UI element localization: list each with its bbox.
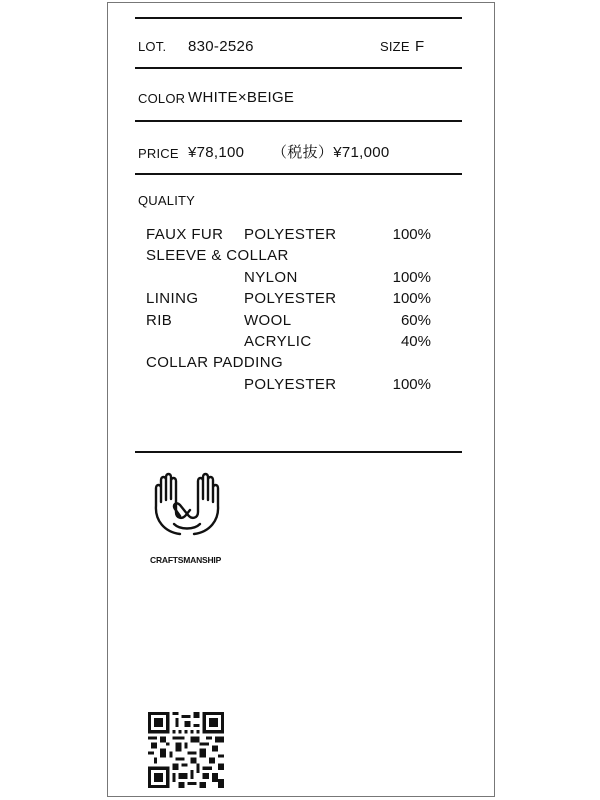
divider-lot [135, 67, 462, 69]
divider-price [135, 173, 462, 175]
quality-percent: 100% [392, 226, 431, 243]
quality-material: ACRYLIC [244, 333, 312, 350]
qr-code-icon [148, 712, 224, 788]
quality-part: SLEEVE & COLLAR [146, 247, 289, 264]
quality-material: NYLON [244, 269, 298, 286]
quality-material: POLYESTER [244, 290, 337, 307]
quality-material: POLYESTER [244, 376, 337, 393]
quality-label: QUALITY [138, 193, 196, 208]
quality-percent: 40% [400, 333, 431, 350]
quality-part: FAUX FUR [146, 226, 224, 243]
divider-quality [135, 451, 462, 453]
quality-part: RIB [146, 312, 173, 329]
quality-percent: 100% [392, 269, 431, 286]
lot-label: LOT. [138, 39, 167, 54]
hands-icon [150, 472, 224, 544]
quality-material: WOOL [244, 312, 292, 329]
color-label: COLOR [138, 91, 186, 106]
price-tax-excluded: （税抜）¥71,000 [272, 144, 390, 161]
divider-color [135, 120, 462, 122]
quality-percent: 100% [392, 376, 431, 393]
craftsmanship-caption: CRAFTSMANSHIP [150, 555, 222, 565]
size-label: SIZE [380, 39, 410, 54]
color-value: WHITE×BEIGE [188, 89, 295, 106]
divider-top [135, 17, 462, 19]
quality-material: POLYESTER [244, 226, 337, 243]
lot-value: 830-2526 [188, 38, 254, 55]
quality-part: COLLAR PADDING [146, 354, 284, 371]
quality-part: LINING [146, 290, 199, 307]
size-value: F [415, 38, 425, 55]
price-value: ¥78,100 [188, 144, 245, 161]
quality-percent: 60% [400, 312, 431, 329]
quality-percent: 100% [392, 290, 431, 307]
price-label: PRICE [138, 146, 179, 161]
